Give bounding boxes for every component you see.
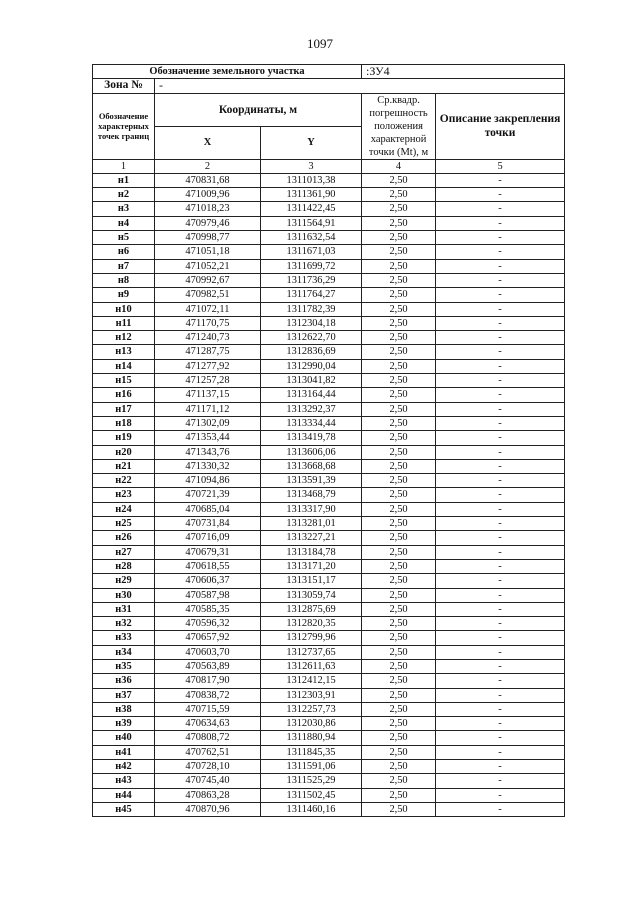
point-id-cell: н34 bbox=[93, 645, 155, 659]
x-coord-cell: 470870,96 bbox=[155, 802, 261, 816]
y-coord-cell: 1312611,63 bbox=[261, 659, 362, 673]
col-number: 4 bbox=[362, 159, 436, 173]
x-coord-cell: 470817,90 bbox=[155, 674, 261, 688]
description-cell: - bbox=[436, 760, 565, 774]
y-coord-cell: 1313606,06 bbox=[261, 445, 362, 459]
x-coord-cell: 470603,70 bbox=[155, 645, 261, 659]
description-cell: - bbox=[436, 273, 565, 287]
error-cell: 2,50 bbox=[362, 760, 436, 774]
point-id-cell: н37 bbox=[93, 688, 155, 702]
table-row bbox=[93, 359, 565, 373]
x-coord-cell: 470721,39 bbox=[155, 488, 261, 502]
table-row bbox=[93, 202, 565, 216]
error-cell: 2,50 bbox=[362, 617, 436, 631]
x-coord-cell: 471052,21 bbox=[155, 259, 261, 273]
point-id-cell: н32 bbox=[93, 617, 155, 631]
table-row bbox=[93, 445, 565, 459]
table-row bbox=[93, 631, 565, 645]
table-row bbox=[93, 459, 565, 473]
point-id-cell: н17 bbox=[93, 402, 155, 416]
error-cell: 2,50 bbox=[362, 374, 436, 388]
zone-empty-cell bbox=[436, 79, 565, 93]
x-coord-cell: 470838,72 bbox=[155, 688, 261, 702]
point-id-cell: н42 bbox=[93, 760, 155, 774]
error-header-text: Ср.квадр. погрешность положения характерной точки (Mt), м bbox=[368, 94, 429, 158]
point-id-cell: н31 bbox=[93, 602, 155, 616]
point-id-cell: н10 bbox=[93, 302, 155, 316]
y-coord-cell: 1311736,29 bbox=[261, 273, 362, 287]
x-coord-cell: 471287,75 bbox=[155, 345, 261, 359]
point-header bbox=[93, 93, 155, 159]
x-coord-cell: 470685,04 bbox=[155, 502, 261, 516]
y-coord-cell: 1313591,39 bbox=[261, 474, 362, 488]
error-cell: 2,50 bbox=[362, 345, 436, 359]
table-row bbox=[93, 431, 565, 445]
table-row bbox=[93, 702, 565, 716]
x-coord-cell: 471257,28 bbox=[155, 374, 261, 388]
error-cell: 2,50 bbox=[362, 631, 436, 645]
coordinates-table bbox=[92, 64, 565, 817]
error-cell: 2,50 bbox=[362, 431, 436, 445]
desc-header-text: Описание закрепления точки bbox=[439, 113, 561, 140]
table-row bbox=[93, 674, 565, 688]
table-row bbox=[93, 345, 565, 359]
table-row bbox=[93, 259, 565, 273]
point-id-cell: н20 bbox=[93, 445, 155, 459]
table-row bbox=[93, 659, 565, 673]
col-number: 3 bbox=[261, 159, 362, 173]
y-coord-cell: 1313171,20 bbox=[261, 559, 362, 573]
x-header: X bbox=[155, 127, 261, 159]
y-coord-cell: 1313059,74 bbox=[261, 588, 362, 602]
y-coord-cell: 1312622,70 bbox=[261, 331, 362, 345]
table-row bbox=[93, 602, 565, 616]
y-coord-cell: 1313419,78 bbox=[261, 431, 362, 445]
x-coord-cell: 470998,77 bbox=[155, 231, 261, 245]
error-cell: 2,50 bbox=[362, 359, 436, 373]
error-cell: 2,50 bbox=[362, 216, 436, 230]
error-cell: 2,50 bbox=[362, 459, 436, 473]
point-id-cell: н24 bbox=[93, 502, 155, 516]
description-cell: - bbox=[436, 588, 565, 602]
description-cell: - bbox=[436, 374, 565, 388]
point-id-cell: н21 bbox=[93, 459, 155, 473]
table-row bbox=[93, 231, 565, 245]
description-cell: - bbox=[436, 345, 565, 359]
y-coord-cell: 1311591,06 bbox=[261, 760, 362, 774]
x-coord-cell: 471094,86 bbox=[155, 474, 261, 488]
description-cell: - bbox=[436, 617, 565, 631]
x-coord-cell: 470992,67 bbox=[155, 273, 261, 287]
error-cell: 2,50 bbox=[362, 702, 436, 716]
error-cell: 2,50 bbox=[362, 674, 436, 688]
table-row bbox=[93, 760, 565, 774]
error-cell: 2,50 bbox=[362, 602, 436, 616]
x-coord-cell: 471277,92 bbox=[155, 359, 261, 373]
point-id-cell: н8 bbox=[93, 273, 155, 287]
y-coord-cell: 1311013,38 bbox=[261, 173, 362, 187]
point-id-cell: н39 bbox=[93, 717, 155, 731]
description-cell: - bbox=[436, 674, 565, 688]
x-coord-cell: 470863,28 bbox=[155, 788, 261, 802]
description-cell: - bbox=[436, 173, 565, 187]
description-cell: - bbox=[436, 702, 565, 716]
point-id-cell: н36 bbox=[93, 674, 155, 688]
y-coord-cell: 1311422,45 bbox=[261, 202, 362, 216]
description-cell: - bbox=[436, 488, 565, 502]
description-cell: - bbox=[436, 474, 565, 488]
x-coord-cell: 470731,84 bbox=[155, 517, 261, 531]
point-id-cell: н26 bbox=[93, 531, 155, 545]
error-header bbox=[362, 93, 436, 159]
table-row bbox=[93, 588, 565, 602]
y-coord-cell: 1311502,45 bbox=[261, 788, 362, 802]
description-cell: - bbox=[436, 688, 565, 702]
y-coord-cell: 1313041,82 bbox=[261, 374, 362, 388]
point-id-cell: н25 bbox=[93, 517, 155, 531]
error-cell: 2,50 bbox=[362, 688, 436, 702]
y-coord-cell: 1312412,15 bbox=[261, 674, 362, 688]
x-coord-cell: 471137,15 bbox=[155, 388, 261, 402]
y-coord-cell: 1311699,72 bbox=[261, 259, 362, 273]
x-coord-cell: 470762,51 bbox=[155, 745, 261, 759]
description-cell: - bbox=[436, 574, 565, 588]
x-coord-cell: 470979,46 bbox=[155, 216, 261, 230]
y-coord-cell: 1311671,03 bbox=[261, 245, 362, 259]
x-coord-cell: 471009,96 bbox=[155, 188, 261, 202]
description-cell: - bbox=[436, 331, 565, 345]
description-cell: - bbox=[436, 216, 565, 230]
point-id-cell: н6 bbox=[93, 245, 155, 259]
y-coord-cell: 1311564,91 bbox=[261, 216, 362, 230]
point-header-text: Обозначение характерных точек границ bbox=[97, 111, 150, 142]
error-cell: 2,50 bbox=[362, 331, 436, 345]
y-coord-cell: 1313334,44 bbox=[261, 416, 362, 430]
error-cell: 2,50 bbox=[362, 231, 436, 245]
error-cell: 2,50 bbox=[362, 202, 436, 216]
description-cell: - bbox=[436, 502, 565, 516]
table-row bbox=[93, 331, 565, 345]
table-row bbox=[93, 502, 565, 516]
x-coord-cell: 471343,76 bbox=[155, 445, 261, 459]
y-coord-cell: 1312737,65 bbox=[261, 645, 362, 659]
table-row bbox=[93, 388, 565, 402]
title-row bbox=[93, 65, 565, 79]
y-coord-cell: 1311782,39 bbox=[261, 302, 362, 316]
x-coord-cell: 470585,35 bbox=[155, 602, 261, 616]
col-number: 2 bbox=[155, 159, 261, 173]
column-numbers-row bbox=[93, 159, 565, 173]
description-cell: - bbox=[436, 559, 565, 573]
point-id-cell: н27 bbox=[93, 545, 155, 559]
description-cell: - bbox=[436, 531, 565, 545]
x-coord-cell: 471240,73 bbox=[155, 331, 261, 345]
error-cell: 2,50 bbox=[362, 173, 436, 187]
point-id-cell: н4 bbox=[93, 216, 155, 230]
description-cell: - bbox=[436, 188, 565, 202]
y-coord-cell: 1313292,37 bbox=[261, 402, 362, 416]
error-cell: 2,50 bbox=[362, 288, 436, 302]
description-cell: - bbox=[436, 231, 565, 245]
table-row bbox=[93, 188, 565, 202]
error-cell: 2,50 bbox=[362, 531, 436, 545]
description-cell: - bbox=[436, 245, 565, 259]
error-cell: 2,50 bbox=[362, 245, 436, 259]
point-id-cell: н19 bbox=[93, 431, 155, 445]
x-coord-cell: 470657,92 bbox=[155, 631, 261, 645]
coords-header-text: Координаты, м bbox=[218, 103, 298, 116]
description-cell: - bbox=[436, 602, 565, 616]
error-cell: 2,50 bbox=[362, 502, 436, 516]
x-coord-cell: 470982,51 bbox=[155, 288, 261, 302]
table-row bbox=[93, 302, 565, 316]
point-id-cell: н23 bbox=[93, 488, 155, 502]
point-id-cell: н11 bbox=[93, 316, 155, 330]
point-id-cell: н9 bbox=[93, 288, 155, 302]
y-coord-cell: 1311361,90 bbox=[261, 188, 362, 202]
x-coord-cell: 470728,10 bbox=[155, 760, 261, 774]
y-coord-cell: 1313468,79 bbox=[261, 488, 362, 502]
point-id-cell: н41 bbox=[93, 745, 155, 759]
x-coord-cell: 470808,72 bbox=[155, 731, 261, 745]
x-coord-cell: 470587,98 bbox=[155, 588, 261, 602]
y-coord-cell: 1313184,78 bbox=[261, 545, 362, 559]
page-number: 1097 bbox=[307, 36, 333, 51]
description-cell: - bbox=[436, 645, 565, 659]
error-cell: 2,50 bbox=[362, 645, 436, 659]
land-plot-label: Обозначение земельного участка bbox=[93, 65, 362, 79]
point-id-cell: н12 bbox=[93, 331, 155, 345]
y-coord-cell: 1311845,35 bbox=[261, 745, 362, 759]
y-coord-cell: 1313164,44 bbox=[261, 388, 362, 402]
point-id-cell: н30 bbox=[93, 588, 155, 602]
point-id-cell: н3 bbox=[93, 202, 155, 216]
point-id-cell: н18 bbox=[93, 416, 155, 430]
y-coord-cell: 1313668,68 bbox=[261, 459, 362, 473]
description-cell: - bbox=[436, 545, 565, 559]
description-cell: - bbox=[436, 431, 565, 445]
description-cell: - bbox=[436, 788, 565, 802]
x-coord-cell: 470634,63 bbox=[155, 717, 261, 731]
point-id-cell: н13 bbox=[93, 345, 155, 359]
point-id-cell: н15 bbox=[93, 374, 155, 388]
col-number: 5 bbox=[436, 159, 565, 173]
error-cell: 2,50 bbox=[362, 488, 436, 502]
point-id-cell: н2 bbox=[93, 188, 155, 202]
description-cell: - bbox=[436, 416, 565, 430]
x-coord-cell: 470831,68 bbox=[155, 173, 261, 187]
table-row bbox=[93, 731, 565, 745]
point-id-cell: н43 bbox=[93, 774, 155, 788]
error-cell: 2,50 bbox=[362, 188, 436, 202]
y-coord-cell: 1312875,69 bbox=[261, 602, 362, 616]
y-coord-cell: 1312257,73 bbox=[261, 702, 362, 716]
table-row bbox=[93, 745, 565, 759]
table-row bbox=[93, 402, 565, 416]
table-row bbox=[93, 288, 565, 302]
y-coord-cell: 1312836,69 bbox=[261, 345, 362, 359]
col-number: 1 bbox=[93, 159, 155, 173]
x-coord-cell: 471302,09 bbox=[155, 416, 261, 430]
zone-value: - bbox=[155, 79, 436, 93]
error-cell: 2,50 bbox=[362, 659, 436, 673]
x-coord-cell: 471072,11 bbox=[155, 302, 261, 316]
table-row bbox=[93, 273, 565, 287]
zone-label: Зона № bbox=[93, 79, 155, 93]
coords-header bbox=[155, 93, 362, 127]
y-coord-cell: 1312820,35 bbox=[261, 617, 362, 631]
point-id-cell: н22 bbox=[93, 474, 155, 488]
y-coord-cell: 1313151,17 bbox=[261, 574, 362, 588]
table-row bbox=[93, 788, 565, 802]
y-coord-cell: 1313227,21 bbox=[261, 531, 362, 545]
description-cell: - bbox=[436, 631, 565, 645]
error-cell: 2,50 bbox=[362, 388, 436, 402]
x-coord-cell: 470606,37 bbox=[155, 574, 261, 588]
point-id-cell: н38 bbox=[93, 702, 155, 716]
x-coord-cell: 470679,31 bbox=[155, 545, 261, 559]
x-coord-cell: 470596,32 bbox=[155, 617, 261, 631]
x-coord-cell: 471330,32 bbox=[155, 459, 261, 473]
table-row bbox=[93, 688, 565, 702]
description-cell: - bbox=[436, 459, 565, 473]
table-row bbox=[93, 216, 565, 230]
description-cell: - bbox=[436, 259, 565, 273]
y-coord-cell: 1311525,29 bbox=[261, 774, 362, 788]
description-cell: - bbox=[436, 402, 565, 416]
description-cell: - bbox=[436, 302, 565, 316]
table-row bbox=[93, 617, 565, 631]
description-cell: - bbox=[436, 802, 565, 816]
table-row bbox=[93, 774, 565, 788]
point-id-cell: н45 bbox=[93, 802, 155, 816]
point-id-cell: н16 bbox=[93, 388, 155, 402]
table-row bbox=[93, 545, 565, 559]
error-cell: 2,50 bbox=[362, 517, 436, 531]
table-row bbox=[93, 517, 565, 531]
table-row bbox=[93, 559, 565, 573]
point-id-cell: н29 bbox=[93, 574, 155, 588]
error-cell: 2,50 bbox=[362, 273, 436, 287]
table-row bbox=[93, 416, 565, 430]
y-header: Y bbox=[261, 127, 362, 159]
y-coord-cell: 1311632,54 bbox=[261, 231, 362, 245]
description-cell: - bbox=[436, 202, 565, 216]
description-cell: - bbox=[436, 359, 565, 373]
error-cell: 2,50 bbox=[362, 788, 436, 802]
error-cell: 2,50 bbox=[362, 745, 436, 759]
y-coord-cell: 1313281,01 bbox=[261, 517, 362, 531]
description-cell: - bbox=[436, 731, 565, 745]
land-plot-value: :ЗУ4 bbox=[362, 65, 565, 79]
table-row bbox=[93, 374, 565, 388]
y-coord-cell: 1312030,86 bbox=[261, 717, 362, 731]
error-cell: 2,50 bbox=[362, 474, 436, 488]
description-cell: - bbox=[436, 388, 565, 402]
x-coord-cell: 471353,44 bbox=[155, 431, 261, 445]
desc-header bbox=[436, 93, 565, 159]
y-coord-cell: 1312799,96 bbox=[261, 631, 362, 645]
description-cell: - bbox=[436, 717, 565, 731]
error-cell: 2,50 bbox=[362, 731, 436, 745]
description-cell: - bbox=[436, 288, 565, 302]
y-coord-cell: 1313317,90 bbox=[261, 502, 362, 516]
error-cell: 2,50 bbox=[362, 302, 436, 316]
table-row bbox=[93, 802, 565, 816]
error-cell: 2,50 bbox=[362, 316, 436, 330]
x-coord-cell: 471170,75 bbox=[155, 316, 261, 330]
table-row bbox=[93, 173, 565, 187]
point-id-cell: н1 bbox=[93, 173, 155, 187]
error-cell: 2,50 bbox=[362, 774, 436, 788]
x-coord-cell: 470715,59 bbox=[155, 702, 261, 716]
description-cell: - bbox=[436, 316, 565, 330]
header-row-1 bbox=[93, 93, 565, 127]
point-id-cell: н28 bbox=[93, 559, 155, 573]
x-coord-cell: 471051,18 bbox=[155, 245, 261, 259]
y-coord-cell: 1312990,04 bbox=[261, 359, 362, 373]
y-coord-cell: 1312303,91 bbox=[261, 688, 362, 702]
table-row bbox=[93, 645, 565, 659]
error-cell: 2,50 bbox=[362, 416, 436, 430]
description-cell: - bbox=[436, 774, 565, 788]
table-row bbox=[93, 316, 565, 330]
description-cell: - bbox=[436, 517, 565, 531]
table-row bbox=[93, 574, 565, 588]
description-cell: - bbox=[436, 745, 565, 759]
point-id-cell: н40 bbox=[93, 731, 155, 745]
x-coord-cell: 471018,23 bbox=[155, 202, 261, 216]
x-coord-cell: 470563,89 bbox=[155, 659, 261, 673]
point-id-cell: н14 bbox=[93, 359, 155, 373]
error-cell: 2,50 bbox=[362, 402, 436, 416]
error-cell: 2,50 bbox=[362, 588, 436, 602]
point-id-cell: н33 bbox=[93, 631, 155, 645]
error-cell: 2,50 bbox=[362, 802, 436, 816]
error-cell: 2,50 bbox=[362, 545, 436, 559]
error-cell: 2,50 bbox=[362, 574, 436, 588]
point-id-cell: н5 bbox=[93, 231, 155, 245]
error-cell: 2,50 bbox=[362, 559, 436, 573]
table-row bbox=[93, 717, 565, 731]
point-id-cell: н44 bbox=[93, 788, 155, 802]
error-cell: 2,50 bbox=[362, 259, 436, 273]
description-cell: - bbox=[436, 659, 565, 673]
y-coord-cell: 1311764,27 bbox=[261, 288, 362, 302]
description-cell: - bbox=[436, 445, 565, 459]
x-coord-cell: 471171,12 bbox=[155, 402, 261, 416]
x-coord-cell: 470618,55 bbox=[155, 559, 261, 573]
table-row bbox=[93, 245, 565, 259]
table-row bbox=[93, 488, 565, 502]
error-cell: 2,50 bbox=[362, 445, 436, 459]
y-coord-cell: 1311460,16 bbox=[261, 802, 362, 816]
zone-row bbox=[93, 79, 565, 93]
table-row bbox=[93, 531, 565, 545]
table-row bbox=[93, 474, 565, 488]
x-coord-cell: 470745,40 bbox=[155, 774, 261, 788]
error-cell: 2,50 bbox=[362, 717, 436, 731]
x-coord-cell: 470716,09 bbox=[155, 531, 261, 545]
y-coord-cell: 1312304,18 bbox=[261, 316, 362, 330]
y-coord-cell: 1311880,94 bbox=[261, 731, 362, 745]
point-id-cell: н7 bbox=[93, 259, 155, 273]
point-id-cell: н35 bbox=[93, 659, 155, 673]
